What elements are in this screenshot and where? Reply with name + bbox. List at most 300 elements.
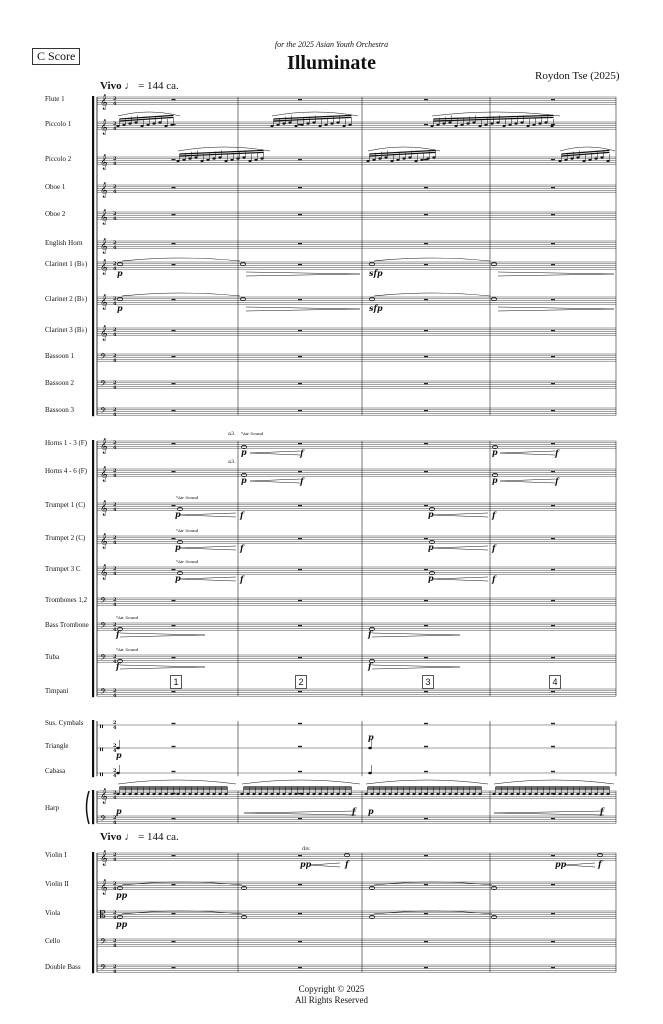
dynamic-p: p [241, 475, 247, 485]
crescendo-hairpin [244, 811, 356, 815]
whole-rest [424, 657, 428, 658]
clef-icon: 𝄞 [100, 851, 108, 866]
instrument-label: Trumpet 1 (C) [45, 501, 86, 509]
whole-rest [298, 159, 302, 160]
whole-rest [298, 600, 302, 601]
clef-icon: 𝄥 [100, 745, 103, 756]
whole-rest [551, 99, 555, 100]
bracket [92, 720, 94, 777]
dynamic-f: f [116, 629, 120, 639]
instrument-label: Bassoon 3 [45, 406, 74, 414]
whole-rest [551, 884, 555, 885]
whole-rest [298, 264, 302, 265]
whole-rest [172, 356, 176, 357]
whole-rest [551, 913, 555, 914]
whole-rest [172, 941, 176, 942]
note-run [558, 147, 615, 162]
whole-rest [298, 691, 302, 692]
clef-icon: 𝄡 [100, 910, 106, 921]
time-signature-num: 2 [113, 184, 117, 190]
whole-rest [298, 214, 302, 215]
whole-rest [298, 443, 302, 444]
decrescendo-hairpin [372, 633, 460, 637]
whole-rest [298, 855, 302, 856]
time-signature-den: 4 [113, 602, 117, 608]
dynamic-f: f [492, 510, 496, 520]
crescendo-hairpin [180, 546, 236, 550]
time-signature-num: 2 [113, 881, 117, 887]
air-sound-marking: *Air Sound [241, 431, 264, 436]
whole-rest [172, 855, 176, 856]
dynamic-p: p [175, 542, 181, 552]
bracket [92, 852, 94, 973]
whole-rest [424, 214, 428, 215]
dynamic-p: p [117, 303, 123, 313]
time-signature-num: 2 [113, 790, 117, 796]
whole-rest [172, 187, 176, 188]
dynamic-pp: pp [116, 890, 128, 900]
staff [97, 297, 616, 304]
instrument-label: Violin II [45, 880, 69, 888]
rehearsal-mark: 1 [170, 675, 182, 689]
whole-rest [424, 691, 428, 692]
whole-rest [172, 691, 176, 692]
staff [97, 212, 616, 219]
staff [97, 122, 616, 129]
whole-rest [551, 941, 555, 942]
note-run [366, 147, 440, 162]
clef-icon: 𝄢 [100, 597, 107, 608]
crescendo-hairpin [180, 513, 236, 517]
decrescendo-hairpin [498, 272, 614, 276]
staff [97, 408, 616, 415]
time-signature-num: 2 [113, 327, 117, 333]
dynamic-p: p [428, 573, 434, 583]
time-signature-den: 4 [113, 540, 117, 546]
dynamic-f: f [300, 448, 304, 458]
instrument-label: Horns 1 - 3 (F) [45, 439, 87, 447]
crescendo-hairpin [310, 863, 340, 867]
whole-rest [172, 264, 176, 265]
whole-rest [551, 330, 555, 331]
time-signature-num: 2 [113, 353, 117, 359]
instrument-label: Cello [45, 937, 61, 945]
time-signature-num: 2 [113, 502, 117, 508]
dynamic-p: p [175, 509, 181, 519]
whole-rest [172, 299, 176, 300]
whole-rest [424, 625, 428, 626]
time-signature-den: 4 [113, 693, 117, 699]
staff [97, 354, 616, 361]
dynamic-f: f [240, 574, 244, 584]
dynamic-f: f [368, 661, 372, 671]
whole-rest [551, 383, 555, 384]
instrument-label: Violin I [45, 851, 67, 859]
div-marking: div. [302, 846, 311, 852]
dynamic-f: f [240, 510, 244, 520]
whole-rest [424, 410, 428, 411]
dynamic-p: p [368, 806, 374, 816]
whole-rest [424, 443, 428, 444]
instrument-label: Clarinet 3 (B♭) [45, 326, 88, 334]
whole-rest [424, 746, 428, 747]
whole-rest [551, 214, 555, 215]
whole-rest [551, 569, 555, 570]
whole-rest [551, 356, 555, 357]
whole-rest [424, 913, 428, 914]
whole-rest [424, 967, 428, 968]
note-head [368, 772, 372, 775]
staff [97, 97, 616, 104]
staff [97, 911, 616, 918]
whole-rest [298, 913, 302, 914]
whole-rest [298, 625, 302, 626]
rehearsal-mark: 3 [422, 675, 434, 689]
clef-icon: 𝄢 [100, 964, 107, 975]
air-sound-marking: *Air Sound [116, 615, 139, 620]
whole-rest [424, 505, 428, 506]
whole-rest [172, 214, 176, 215]
whole-rest [424, 187, 428, 188]
whole-rest [424, 243, 428, 244]
time-signature-den: 4 [113, 412, 117, 418]
instrument-label: Viola [45, 909, 61, 917]
clef-icon: 𝄞 [100, 295, 108, 310]
whole-rest [551, 471, 555, 472]
note-run [270, 112, 358, 127]
instrument-label: Harp [45, 803, 59, 812]
time-signature-den: 4 [113, 943, 117, 949]
dynamic-p: p [492, 447, 498, 457]
tie [374, 911, 492, 914]
clef-icon: 𝄢 [100, 622, 107, 633]
whole-rest [551, 243, 555, 244]
clef-icon: 𝄞 [100, 534, 108, 549]
quarter-note-icon: ♩ [124, 80, 136, 92]
clef-icon: 𝄞 [100, 155, 108, 170]
whole-rest [424, 771, 428, 772]
staff [97, 791, 616, 798]
staff [97, 939, 616, 946]
whole-rest [551, 771, 555, 772]
time-signature-num: 2 [113, 768, 117, 774]
time-signature-num: 2 [113, 240, 117, 246]
instrument-label: Trumpet 2 (C) [45, 534, 86, 542]
composer: Roydon Tse (2025) [535, 70, 620, 82]
clef-icon: 𝄢 [100, 380, 107, 391]
time-signature-num: 2 [113, 468, 117, 474]
staff [97, 328, 616, 335]
time-signature-den: 4 [113, 820, 117, 826]
time-signature-num: 2 [113, 380, 117, 386]
instrument-label: Clarinet 2 (B♭) [45, 295, 88, 303]
rehearsal-mark: 4 [549, 675, 561, 689]
clef-icon: 𝄞 [100, 880, 108, 895]
time-signature-den: 4 [113, 886, 117, 892]
time-signature-den: 4 [113, 332, 117, 338]
clef-icon: 𝄞 [100, 501, 108, 516]
score-label: C Score [32, 48, 80, 65]
dynamic-f: f [492, 574, 496, 584]
time-signature-num: 2 [113, 654, 117, 660]
crescendo-hairpin [250, 479, 300, 483]
clef-icon: 𝄞 [100, 789, 108, 804]
dynamic-f: f [240, 543, 244, 553]
time-signature-den: 4 [113, 245, 117, 251]
crescendo-hairpin [500, 479, 555, 483]
dedication: for the 2025 Asian Youth Orchestra [274, 40, 389, 49]
dynamic-f: f [345, 859, 349, 869]
whole-rest [298, 967, 302, 968]
staff [97, 262, 616, 269]
instrument-label: Sus. Cymbals [45, 719, 84, 727]
rehearsal-mark: 2 [295, 675, 307, 689]
whole-rest [424, 99, 428, 100]
time-signature-den: 4 [113, 189, 117, 195]
time-signature-den: 4 [113, 571, 117, 577]
tie [374, 882, 492, 885]
dynamic-pp: pp [116, 919, 128, 929]
staff [97, 441, 616, 448]
dynamic-sfp: sfp [369, 303, 383, 313]
copyright-line: Copyright © 2025 [298, 984, 365, 994]
whole-rest [551, 264, 555, 265]
time-signature-num: 2 [113, 156, 117, 162]
whole-rest [172, 884, 176, 885]
time-signature-num: 2 [113, 211, 117, 217]
note-run [430, 112, 560, 127]
dynamic-p: p [492, 475, 498, 485]
whole-rest [424, 356, 428, 357]
whole-rest [172, 569, 176, 570]
time-signature-den: 4 [113, 301, 117, 307]
whole-rest [298, 383, 302, 384]
time-signature-den: 4 [113, 216, 117, 222]
harp-brace [87, 791, 90, 824]
dynamic-p: p [175, 573, 181, 583]
whole-rest [551, 657, 555, 658]
dynamic-pp: pp [555, 859, 567, 869]
whole-rest [298, 505, 302, 506]
clef-icon: 𝄞 [100, 120, 108, 135]
whole-rest [298, 538, 302, 539]
whole-rest [551, 410, 555, 411]
tie [122, 882, 242, 885]
time-signature-num: 2 [113, 852, 117, 858]
whole-rest [172, 505, 176, 506]
crescendo-hairpin [180, 577, 236, 581]
time-signature-num: 2 [113, 964, 117, 970]
whole-rest [298, 356, 302, 357]
time-signature-num: 2 [113, 688, 117, 694]
tempo-word: Vivo [100, 80, 122, 92]
whole-rest [172, 383, 176, 384]
whole-rest [172, 771, 176, 772]
whole-rest [424, 600, 428, 601]
instrument-label: Double Bass [45, 963, 81, 971]
whole-rest [424, 884, 428, 885]
whole-rest [424, 723, 428, 724]
dynamic-pp: pp [300, 859, 312, 869]
tempo-value: = 144 ca. [138, 831, 179, 843]
dynamic-p: p [428, 509, 434, 519]
whole-rest [298, 243, 302, 244]
instrument-label: Triangle [45, 742, 69, 750]
clef-icon: 𝄞 [100, 565, 108, 580]
time-signature-den: 4 [113, 857, 117, 863]
whole-rest [298, 657, 302, 658]
note-head [116, 747, 120, 750]
time-signature-den: 4 [113, 748, 117, 754]
dynamic-sfp: sfp [369, 268, 383, 278]
staff [97, 882, 616, 889]
instrument-label: Timpani [45, 687, 69, 695]
time-signature-den: 4 [113, 725, 117, 731]
note-head [116, 772, 120, 775]
tie [374, 293, 490, 296]
dynamic-f: f [300, 476, 304, 486]
dynamic-p: p [117, 268, 123, 278]
clef-icon: 𝄥 [100, 770, 103, 781]
whole-rest [424, 299, 428, 300]
whole-rest [298, 99, 302, 100]
tie [122, 258, 240, 261]
clef-icon: 𝄞 [100, 239, 108, 254]
instrument-label: Tuba [45, 653, 60, 661]
time-signature-num: 2 [113, 407, 117, 413]
staff [97, 965, 616, 972]
dynamic-f: f [116, 661, 120, 671]
whole-rest [424, 818, 428, 819]
instrument-label: Bassoon 2 [45, 379, 74, 387]
bracket [92, 440, 94, 697]
whole-rest [551, 625, 555, 626]
dynamic-p: p [428, 542, 434, 552]
dynamic-p: p [368, 732, 374, 742]
clef-icon: 𝄥 [100, 722, 103, 733]
whole-rest [298, 187, 302, 188]
staff [97, 157, 616, 164]
instrument-label: Oboe 1 [45, 183, 66, 191]
instrument-label: Oboe 2 [45, 210, 66, 218]
whole-rest [298, 569, 302, 570]
whole-rest [551, 538, 555, 539]
clef-icon: 𝄞 [100, 210, 108, 225]
clef-icon: 𝄞 [100, 439, 108, 454]
instrument-label: Clarinet 1 (B♭) [45, 260, 88, 268]
whole-rest [298, 410, 302, 411]
whole-rest [424, 330, 428, 331]
whole-rest [298, 771, 302, 772]
air-sound-marking: *Air Sound [176, 528, 199, 533]
air-sound-marking: *Air Sound [116, 647, 139, 652]
whole-rest [172, 410, 176, 411]
clef-icon: 𝄞 [100, 95, 108, 110]
time-signature-den: 4 [113, 627, 117, 633]
instrument-label: Horns 4 - 6 (F) [45, 467, 87, 475]
clef-icon: 𝄞 [100, 467, 108, 482]
whole-rest [172, 99, 176, 100]
dynamic-f: f [352, 806, 356, 816]
staff [97, 469, 616, 476]
whole-rest [424, 855, 428, 856]
time-signature-den: 4 [113, 473, 117, 479]
dynamic-p: p [116, 806, 122, 816]
note-head [368, 747, 372, 750]
whole-rest [424, 471, 428, 472]
whole-rest [551, 855, 555, 856]
whole-rest [424, 383, 428, 384]
whole-rest [172, 600, 176, 601]
whole-rest [172, 625, 176, 626]
time-signature-den: 4 [113, 969, 117, 975]
dynamic-f: f [368, 629, 372, 639]
whole-rest [172, 159, 176, 160]
whole-rest [298, 299, 302, 300]
time-signature-num: 2 [113, 938, 117, 944]
instrument-label: Bassoon 1 [45, 352, 74, 360]
crescendo-hairpin [432, 546, 488, 550]
clef-icon: 𝄢 [100, 407, 107, 418]
bracket [92, 96, 94, 416]
whole-rest [172, 967, 176, 968]
staff [97, 241, 616, 248]
whole-rest [172, 471, 176, 472]
decrescendo-hairpin [246, 272, 360, 276]
tie [122, 911, 242, 914]
tempo-word: Vivo [100, 831, 122, 843]
time-signature-den: 4 [113, 507, 117, 513]
time-signature-den: 4 [113, 101, 117, 107]
decrescendo-hairpin [246, 307, 360, 311]
time-signature-den: 4 [113, 385, 117, 391]
time-signature-num: 2 [113, 743, 117, 749]
clef-icon: 𝄞 [100, 260, 108, 275]
dynamic-f: f [600, 806, 604, 816]
note-run [116, 112, 180, 127]
whole-rest [298, 330, 302, 331]
instrument-label: Bass Trombone [45, 621, 89, 629]
instrument-label: Trumpet 3 C [45, 565, 81, 573]
whole-rest [551, 691, 555, 692]
clef-icon: 𝄢 [100, 353, 107, 364]
a3-marking: a3. [228, 459, 236, 465]
whole-rest [424, 264, 428, 265]
time-signature-num: 2 [113, 535, 117, 541]
whole-rest [424, 569, 428, 570]
dynamic-p: p [241, 447, 247, 457]
rights-line: All Rights Reserved [295, 995, 368, 1005]
whole-rest [298, 941, 302, 942]
time-signature-den: 4 [113, 915, 117, 921]
time-signature-num: 2 [113, 296, 117, 302]
time-signature-den: 4 [113, 795, 117, 801]
whole-rest [172, 723, 176, 724]
whole-rest [551, 746, 555, 747]
air-sound-marking: *Air Sound [176, 559, 199, 564]
staff [97, 185, 616, 192]
whole-rest [551, 505, 555, 506]
whole-rest [298, 818, 302, 819]
whole-rest [172, 243, 176, 244]
tie [374, 258, 490, 261]
page-title: Illuminate [287, 52, 376, 74]
crescendo-hairpin [432, 577, 488, 581]
time-signature-num: 2 [113, 121, 117, 127]
instrument-label: Cabasa [45, 767, 66, 775]
whole-rest [551, 818, 555, 819]
time-signature-num: 2 [113, 720, 117, 726]
